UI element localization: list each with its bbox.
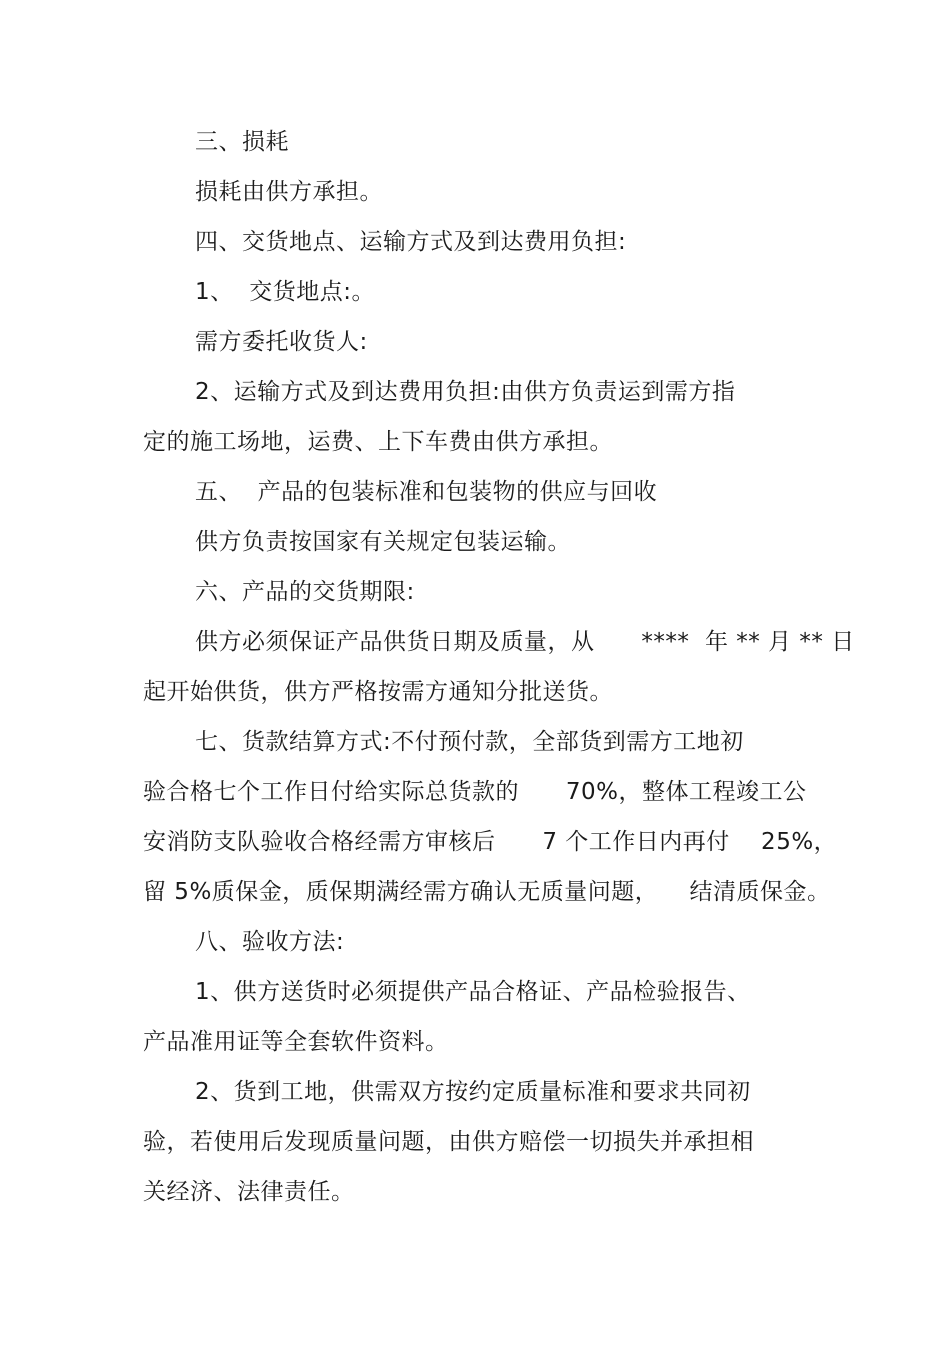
section-7-heading: 七、货款结算方式:不付预付款，全部货到需方工地初: [195, 729, 744, 755]
acceptance-item-1-line-2: 产品准用证等全套软件资料。: [143, 1029, 449, 1055]
section-6-heading: 六、产品的交货期限:: [195, 579, 415, 605]
acceptance-item-2-line-1: 2、货到工地，供需双方按约定质量标准和要求共同初: [195, 1079, 751, 1105]
delivery-location-line: 1、 交货地点:。: [195, 279, 376, 305]
section-5-text: 供方负责按国家有关规定包装运输。: [195, 529, 571, 555]
acceptance-item-2-line-2: 验，若使用后发现质量问题，由供方赔偿一切损失并承担相: [143, 1129, 754, 1155]
section-5-heading: 五、 产品的包装标准和包装物的供应与回收: [195, 479, 658, 505]
consignee-line: 需方委托收货人:: [195, 329, 368, 355]
delivery-date-line-1: 供方必须保证产品供货日期及质量，从 **** 年 ** 月 ** 日: [195, 629, 855, 655]
acceptance-item-1-line-1: 1、供方送货时必须提供产品合格证、产品检验报告、: [195, 979, 751, 1005]
section-3-text: 损耗由供方承担。: [195, 179, 383, 205]
payment-line-3: 安消防支队验收合格经需方审核后 7 个工作日内再付 25%，: [143, 829, 838, 855]
transport-line-2: 定的施工场地，运费、上下车费由供方承担。: [143, 429, 613, 455]
payment-line-4: 留 5%质保金，质保期满经需方确认无质量问题， 结清质保金。: [143, 879, 831, 905]
section-4-heading: 四、交货地点、运输方式及到达费用负担:: [195, 229, 627, 255]
payment-line-2: 验合格七个工作日付给实际总货款的 70%，整体工程竣工公: [143, 779, 807, 805]
delivery-date-line-2: 起开始供货，供方严格按需方通知分批送货。: [143, 679, 613, 705]
section-8-heading: 八、验收方法:: [195, 929, 345, 955]
transport-line-1: 2、运输方式及到达费用负担:由供方负责运到需方指: [195, 379, 736, 405]
acceptance-item-2-line-3: 关经济、法律责任。: [143, 1179, 355, 1205]
section-3-heading: 三、损耗: [195, 129, 289, 155]
